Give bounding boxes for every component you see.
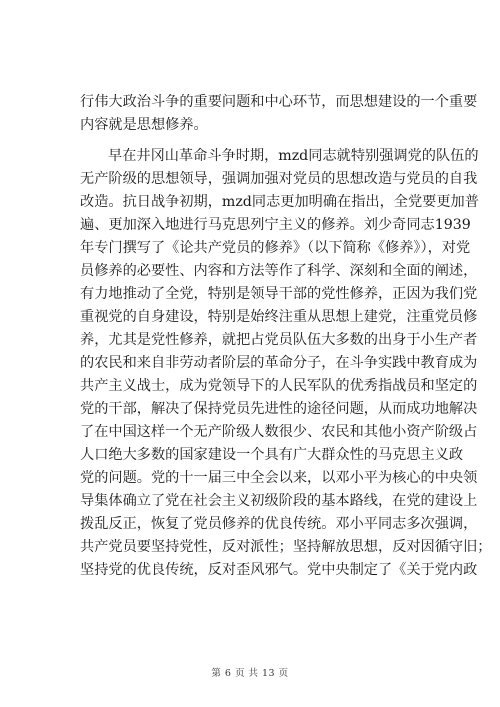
text-line: 养，尤其是党性修养，就把占党员队伍大多数的出身于小生产者 (80, 332, 478, 348)
text-line: 遍、更加深入地进行马克思列宁主义的修养。刘少奇同志1939 (80, 217, 471, 233)
text-line: 拨乱反正，恢复了党员修养的优良传统。邓小平同志多次强调， (80, 516, 478, 532)
page-footer: 第 6 页 共 13 页 (211, 668, 289, 679)
paragraph-gap (80, 137, 428, 145)
text-line: 共产党员要坚持党性，反对派性；坚持解放思想，反对因循守旧； (80, 539, 492, 555)
text-line: 有力地推动了全党，特别是领导干部的党性修养，正因为我们党 (80, 286, 478, 302)
text-line: 内容就是思想修养。 (80, 117, 208, 133)
text-line: 导集体确立了党在社会主义初级阶段的基本路线，在党的建设上 (80, 493, 478, 509)
text-line: 行伟大政治斗争的重要问题和中心环节，而思想建设的一个重要 (80, 94, 478, 110)
text-line: 党的问题。党的十一届三中全会以来，以邓小平为核心的中央领 (80, 470, 478, 486)
text-line: 共产主义战士，成为党领导下的人民军队的优秀指战员和坚定的 (80, 378, 478, 394)
text-line: 年专门撰写了《论共产党员的修养》（以下简称《修养》），对党 (80, 240, 471, 256)
text-line: 的农民和来自非劳动者阶层的革命分子，在斗争实践中教育成为 (80, 355, 478, 371)
text-line: 党的干部，解决了保持党员先进性的途径问题，从而成功地解决 (80, 401, 478, 417)
document-body (80, 91, 492, 582)
text-line: 坚持党的优良传统，反对歪风邪气。党中央制定了《关于党内政 (80, 562, 478, 578)
text-line: 早在井冈山革命斗争时期，mzd同志就特别强调党的队伍的 (108, 148, 479, 164)
text-line: 重视党的自身建设，特别是始终注重从思想上建党，注重党员修 (80, 309, 478, 325)
text-line: 改造。抗日战争初期，mzd同志更加明确在指出，全党要更加普 (80, 194, 479, 210)
text-line: 员修养的必要性、内容和方法等作了科学、深刻和全面的阐述， (80, 263, 478, 279)
text-line: 无产阶级的思想领导，强调加强对党员的思想改造与党员的自我 (80, 171, 478, 187)
text-line: 了在中国这样一个无产阶级人数很少、农民和其他小资产阶级占 (80, 424, 478, 440)
text-line: 人口绝大多数的国家建设一个具有广大群众性的马克思主义政 (80, 447, 464, 463)
